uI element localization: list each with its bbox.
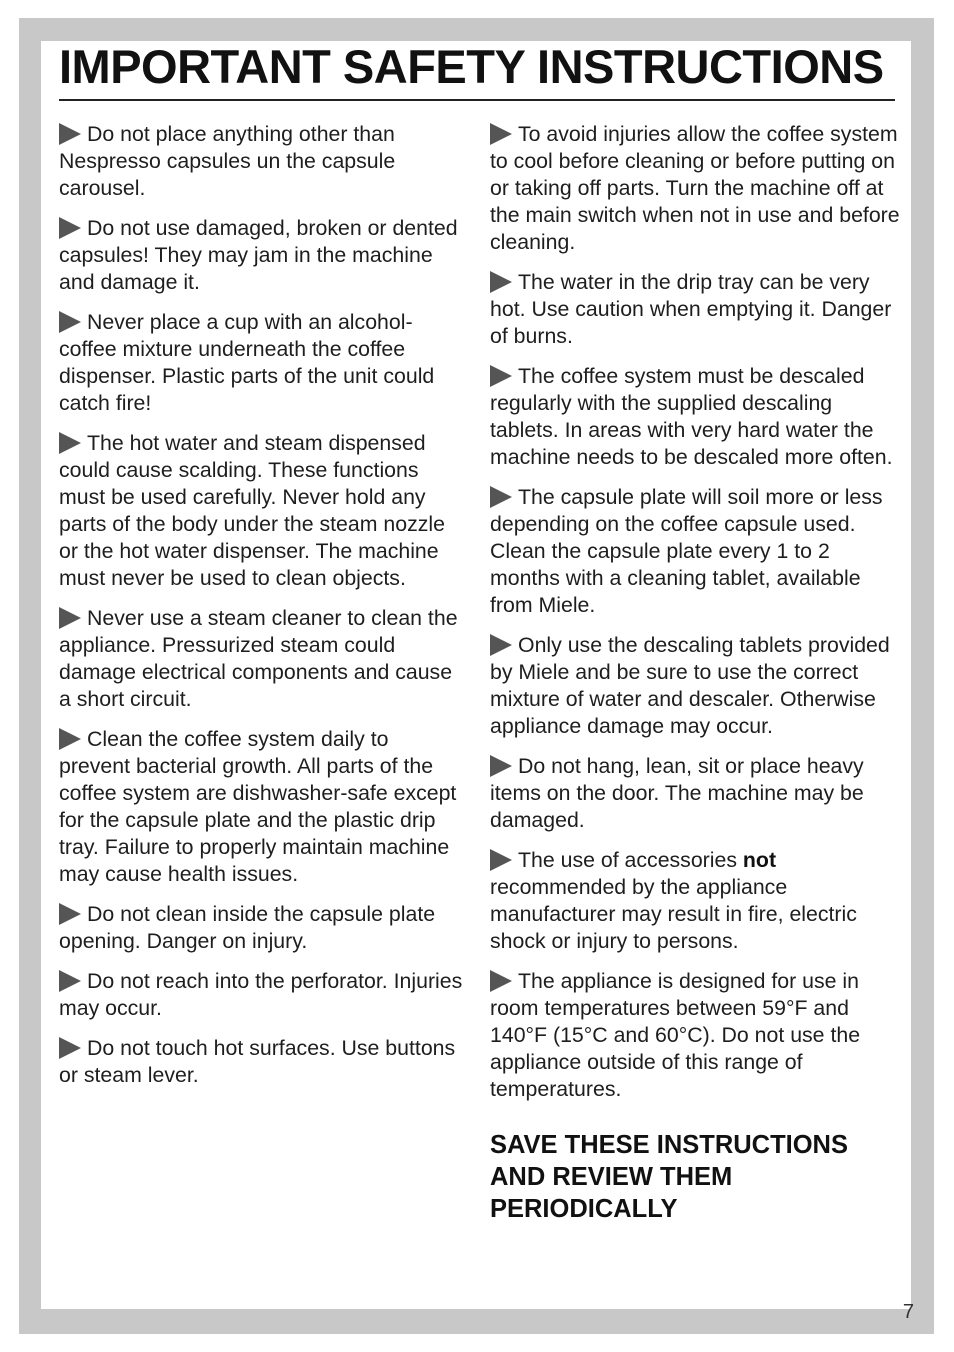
instruction-item: To avoid injuries allow the coffee system to cool before cleaning or before putting on or taking off parts. Turn the machine off at the main switch when not in use and before cleaning. — [490, 122, 900, 254]
play-arrow-icon — [490, 271, 512, 293]
play-arrow-icon — [59, 970, 81, 992]
page-number: 7 — [902, 1301, 914, 1323]
play-arrow-icon — [490, 123, 512, 145]
page — [41, 41, 911, 1309]
instruction-item: Do not clean inside the capsule plate opening. Danger on injury. — [59, 902, 436, 953]
temperature-item: The appliance is designed for use in room temperatures between 59°F and 140°F (15°C and 60°C). Do not use the appliance outside of this range of temperatures. — [490, 969, 861, 1101]
right-column — [490, 121, 900, 1225]
instruction-item: Clean the coffee system daily to prevent bacterial growth. All parts of the coffee system are dishwasher-safe except for the capsule plate and the plastic drip tray. Failure to properly maintain machine may cause health issues. — [59, 727, 457, 886]
play-arrow-icon — [59, 217, 81, 239]
instruction-item: Do not reach into the perforator. Injuries may occur. — [59, 969, 463, 1020]
instruction-item: Never place a cup with an alcohol-coffee mixture underneath the coffee dispenser. Plastic parts of the unit could catch fire! — [59, 310, 435, 415]
play-arrow-icon — [59, 903, 81, 925]
instruction-item: Never use a steam cleaner to clean the appliance. Pressurized steam could damage electrical components and cause a short circuit. — [59, 606, 458, 711]
play-arrow-icon — [59, 432, 81, 454]
play-arrow-icon — [59, 1037, 81, 1059]
page-title: IMPORTANT SAFETY INSTRUCTIONS — [59, 40, 884, 93]
play-arrow-icon — [490, 970, 512, 992]
play-arrow-icon — [490, 755, 512, 777]
instruction-item: The coffee system must be descaled regularly with the supplied descaling tablets. In areas with very hard water the machine needs to be descaled more often. — [490, 364, 893, 469]
instruction-item: Do not hang, lean, sit or place heavy items on the door. The machine may be damaged. — [490, 754, 864, 832]
title-divider — [59, 99, 895, 101]
instruction-item: The water in the drip tray can be very hot. Use caution when emptying it. Danger of burns. — [490, 270, 892, 348]
play-arrow-icon — [490, 365, 512, 387]
play-arrow-icon — [59, 607, 81, 629]
accessories-item: The use of accessories not recommended by the appliance manufacturer may result in fire, electric shock or injury to persons. — [490, 848, 857, 953]
play-arrow-icon — [490, 849, 512, 871]
play-arrow-icon — [59, 123, 81, 145]
instruction-item: Only use the descaling tablets provided by Miele and be sure to use the correct mixture of water and descaler. Otherwise appliance damage may occur. — [490, 633, 890, 738]
emphasis-not: not — [742, 848, 777, 872]
left-column — [59, 121, 465, 1102]
instruction-item: The hot water and steam dispensed could cause scalding. These functions must be used carefully. Never hold any parts of the body under the steam nozzle or the hot water dispenser. The machine must never be used to clean objects. — [59, 431, 445, 590]
play-arrow-icon — [59, 728, 81, 750]
instruction-item: The capsule plate will soil more or less depending on the coffee capsule used. Clean the capsule plate every 1 to 2 months with a cleaning tablet, available from Miele. — [490, 485, 883, 617]
instruction-item: Do not touch hot surfaces. Use buttons or steam lever. — [59, 1036, 456, 1087]
instruction-item: Do not use damaged, broken or dented capsules! They may jam in the machine and damage it. — [59, 216, 458, 294]
instruction-item: Do not place anything other than Nespresso capsules un the capsule carousel. — [59, 122, 396, 200]
play-arrow-icon — [490, 486, 512, 508]
play-arrow-icon — [59, 311, 81, 333]
closing-statement: SAVE THESE INSTRUCTIONS AND REVIEW THEM PERIODICALLY — [490, 1131, 848, 1223]
play-arrow-icon — [490, 634, 512, 656]
